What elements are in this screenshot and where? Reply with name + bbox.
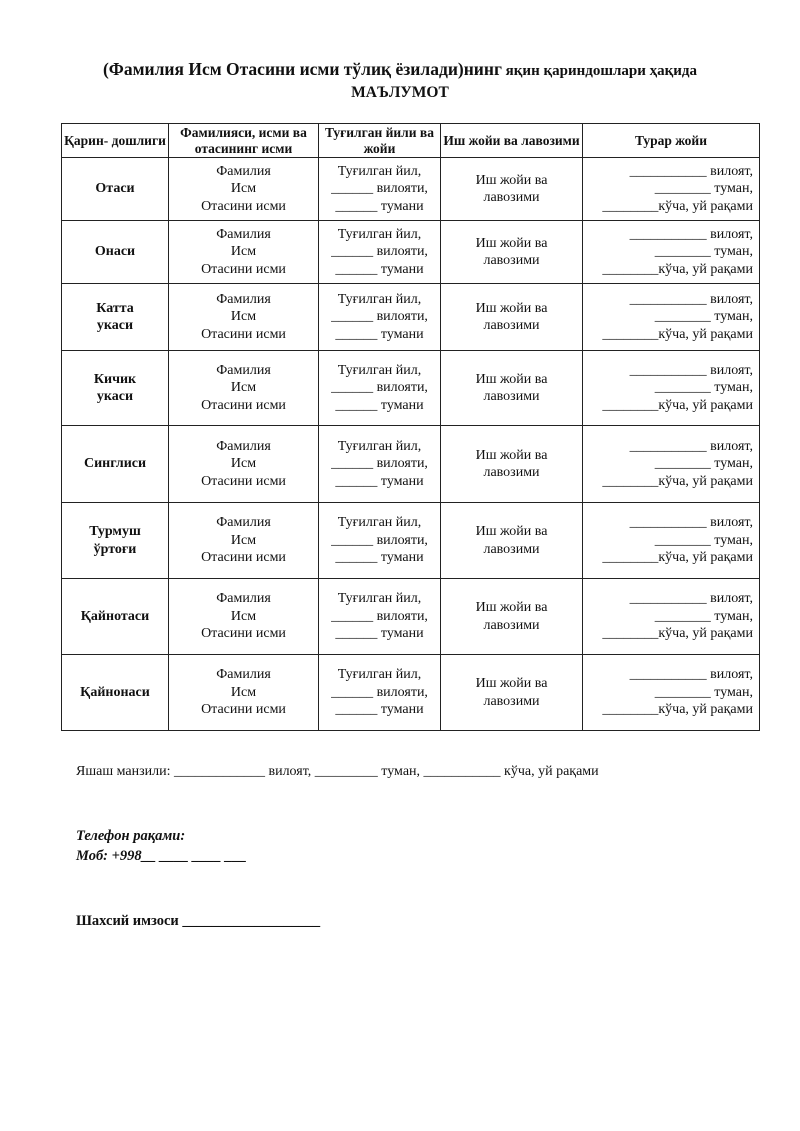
title-subtitle: МАЪЛУМОТ xyxy=(351,84,449,101)
table-row xyxy=(62,284,760,351)
header-relation: Қарин- дошлиги xyxy=(62,124,169,158)
table-header-row xyxy=(62,124,760,158)
table-row xyxy=(62,426,760,503)
relation-cell: Синглиси xyxy=(62,426,169,503)
relation-cell: Қайнотаси xyxy=(62,579,169,655)
work-cell: Иш жойи ва лавозими xyxy=(441,426,583,503)
birth-cell: Туғилган йил, ______ вилояти, ______ тумани xyxy=(319,284,441,351)
header-address: Турар жойи xyxy=(583,124,760,158)
fullname-cell: Фамилия Исм Отасини исми xyxy=(169,426,319,503)
table-row xyxy=(62,503,760,579)
work-cell: Иш жойи ва лавозими xyxy=(441,579,583,655)
table-row xyxy=(62,158,760,221)
phone-mobile: Моб: +998__ ____ ____ ___ xyxy=(76,848,247,864)
table-row xyxy=(62,579,760,655)
address-cell: ___________ вилоят, ________ туман, ________кўча, уй рақами xyxy=(583,426,760,503)
address-cell: ___________ вилоят, ________ туман, ________кўча, уй рақами xyxy=(583,284,760,351)
phone-block xyxy=(76,826,247,866)
birth-cell: Туғилган йил, ______ вилояти, ______ тумани xyxy=(319,503,441,579)
work-cell: Иш жойи ва лавозими xyxy=(441,351,583,426)
address-cell: ___________ вилоят, ________ туман, ________кўча, уй рақами xyxy=(583,579,760,655)
fullname-cell: Фамилия Исм Отасини исми xyxy=(169,655,319,731)
header-fullname: Фамилияси, исми ва отасининг исми xyxy=(169,124,319,158)
title-main: (Фамилия Исм Отасини исми тўлиқ ёзилади)нинг xyxy=(102,59,502,79)
work-cell: Иш жойи ва лавозими xyxy=(441,655,583,731)
birth-cell: Туғилган йил, ______ вилояти, ______ тумани xyxy=(319,579,441,655)
address-cell: ___________ вилоят, ________ туман, ________кўча, уй рақами xyxy=(583,158,760,221)
work-cell: Иш жойи ва лавозими xyxy=(441,158,583,221)
table-row xyxy=(62,351,760,426)
birth-cell: Туғилган йил, ______ вилояти, ______ тумани xyxy=(319,655,441,731)
header-birth: Туғилган йили ва жойи xyxy=(319,124,441,158)
address-cell: ___________ вилоят, ________ туман, ________кўча, уй рақами xyxy=(583,655,760,731)
fullname-cell: Фамилия Исм Отасини исми xyxy=(169,579,319,655)
relation-cell: Отаси xyxy=(62,158,169,221)
table-row xyxy=(62,221,760,284)
birth-cell: Туғилган йил, ______ вилояти, ______ тумани xyxy=(319,351,441,426)
address-cell: ___________ вилоят, ________ туман, ________кўча, уй рақами xyxy=(583,351,760,426)
table-row xyxy=(62,655,760,731)
fullname-cell: Фамилия Исм Отасини исми xyxy=(169,158,319,221)
work-cell: Иш жойи ва лавозими xyxy=(441,284,583,351)
relation-cell: Турмуш ўртоғи xyxy=(62,503,169,579)
relation-cell: Катта укаси xyxy=(62,284,169,351)
table-body xyxy=(62,158,760,731)
title-rest: яқин қариндошлари ҳақида xyxy=(501,63,698,79)
relation-cell: Қайнонаси xyxy=(62,655,169,731)
phone-label: Телефон рақами: xyxy=(76,828,186,844)
residence-address-line: Яшаш манзили: _____________ вилоят, _________ туман, ___________ кўча, уй рақами xyxy=(76,764,599,779)
fullname-cell: Фамилия Исм Отасини исми xyxy=(169,221,319,284)
header-work: Иш жойи ва лавозими xyxy=(441,124,583,158)
address-cell: ___________ вилоят, ________ туман, ________кўча, уй рақами xyxy=(583,503,760,579)
relation-cell: Онаси xyxy=(62,221,169,284)
birth-cell: Туғилган йил, ______ вилояти, ______ тумани xyxy=(319,426,441,503)
relatives-table xyxy=(61,123,760,731)
signature-line: Шахсий имзоси ___________________ xyxy=(76,913,321,929)
document-title xyxy=(0,58,800,104)
fullname-cell: Фамилия Исм Отасини исми xyxy=(169,503,319,579)
work-cell: Иш жойи ва лавозими xyxy=(441,503,583,579)
work-cell: Иш жойи ва лавозими xyxy=(441,221,583,284)
address-cell: ___________ вилоят, ________ туман, ________кўча, уй рақами xyxy=(583,221,760,284)
fullname-cell: Фамилия Исм Отасини исми xyxy=(169,284,319,351)
relation-cell: Кичик укаси xyxy=(62,351,169,426)
birth-cell: Туғилган йил, ______ вилояти, ______ тумани xyxy=(319,221,441,284)
fullname-cell: Фамилия Исм Отасини исми xyxy=(169,351,319,426)
birth-cell: Туғилган йил, ______ вилояти, ______ тумани xyxy=(319,158,441,221)
